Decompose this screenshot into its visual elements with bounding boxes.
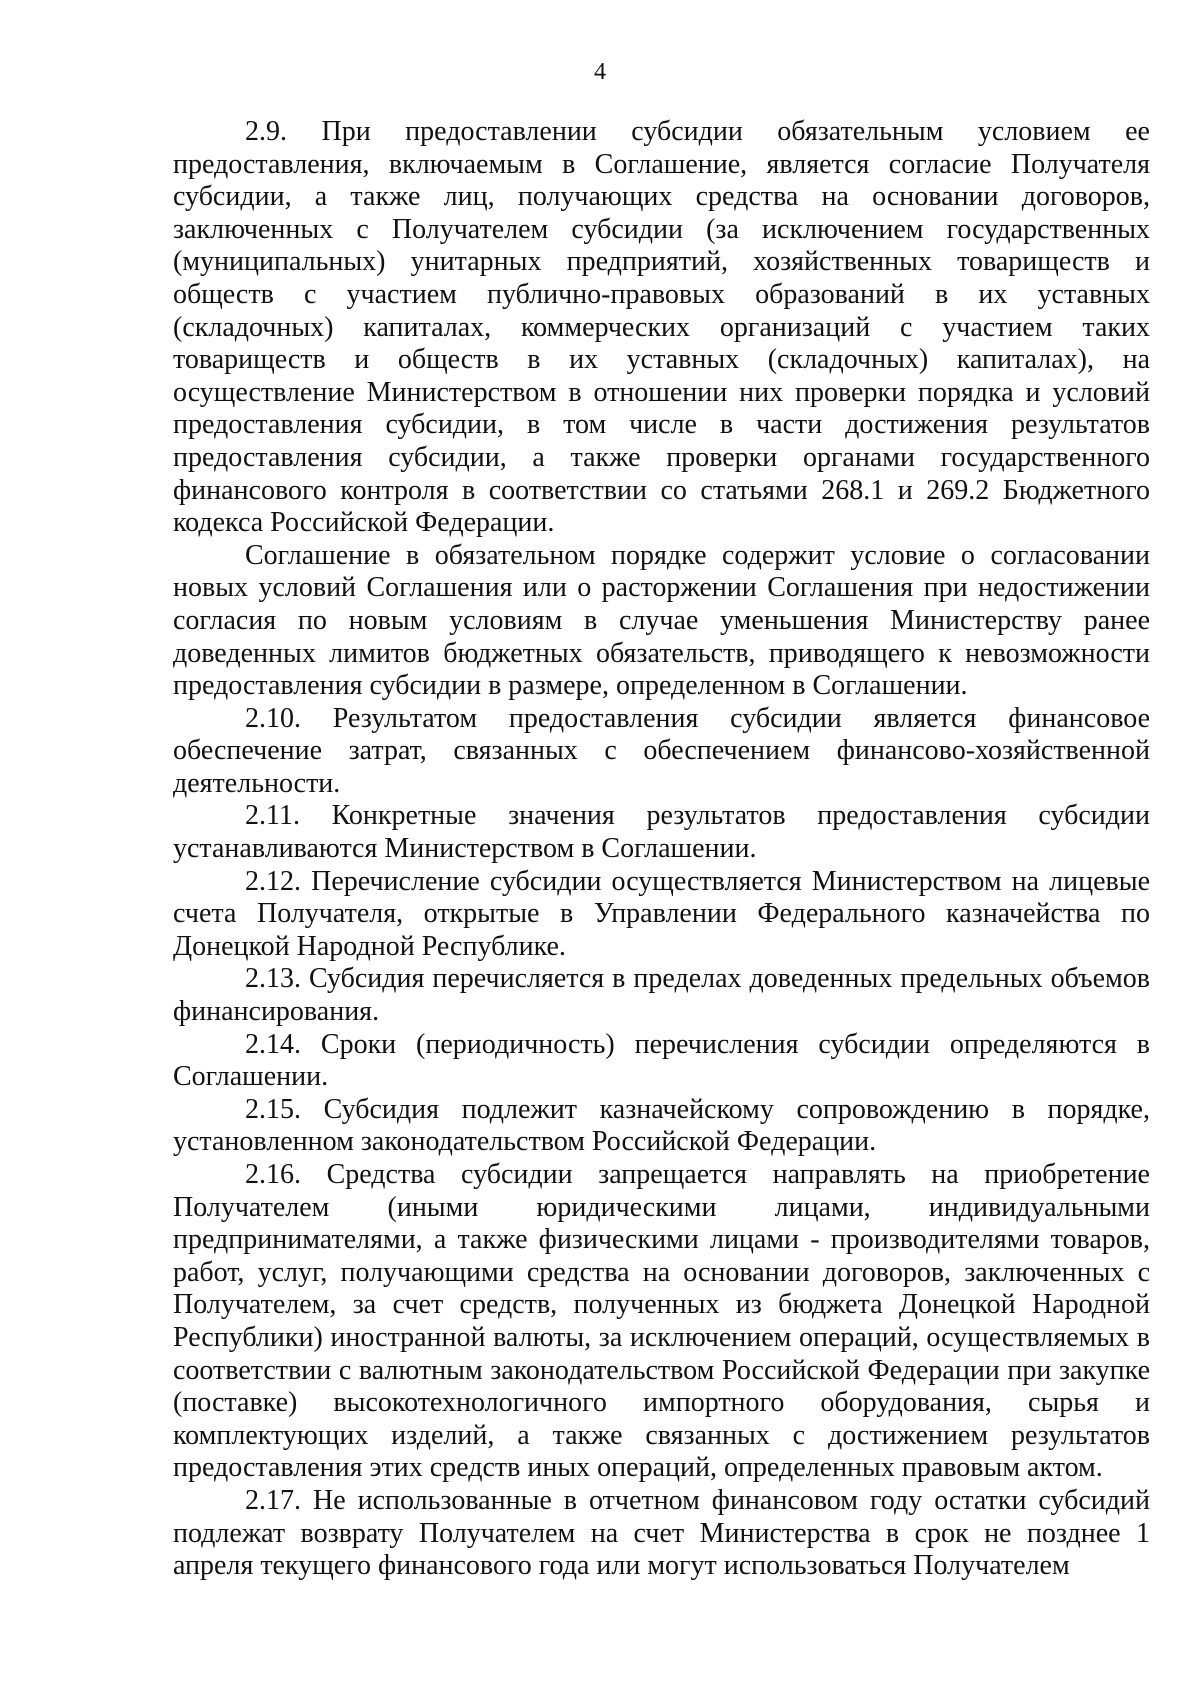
page-number: 4 bbox=[594, 59, 606, 85]
paragraph-agreement-terms: Соглашение в обязательном порядке содержит условие о согласовании новых условий Соглашения или о расторжении Соглашения при недостижении согласия по новым условиям в случае уменьшения Министерству ранее доведенных лимитов бюджетных обязательств, приводящего к невозможности предоставления субсидии в размере, определенном в Соглашении. bbox=[173, 539, 1150, 702]
paragraph-2-14: 2.14. Сроки (периодичность) перечисления субсидии определяются в Соглашении. bbox=[173, 1028, 1150, 1093]
paragraph-2-11: 2.11. Конкретные значения результатов предоставления субсидии устанавливаются Министерством в Соглашении. bbox=[173, 800, 1150, 865]
paragraph-2-17: 2.17. Не использованные в отчетном финансовом году остатки субсидий подлежат возврату Получателем на счет Министерства в срок не позднее 1 апреля текущего финансового года или могут использоваться Получателем bbox=[173, 1484, 1150, 1582]
document-body bbox=[173, 116, 1150, 1583]
paragraph-2-16: 2.16. Средства субсидии запрещается направлять на приобретение Получателем (иными юридическими лицами, индивидуальными предпринимателями, а также физическими лицами - производителями товаров, работ, услуг, получающими средства на основании договоров, заключенных с Получателем, за счет средств, полученных из бюджета Донецкой Народной Республики) иностранной валюты, за исключением операций, осуществляемых в соответствии с валютным законодательством Российской Федерации при закупке (поставке) высокотехнологичного импортного оборудования, сырья и комплектующих изделий, а также связанных с достижением результатов предоставления этих средств иных операций, определенных правовым актом. bbox=[173, 1159, 1150, 1484]
paragraph-2-9: 2.9. При предоставлении субсидии обязательным условием ее предоставления, включаемым в Соглашение, является согласие Получателя субсидии, а также лиц, получающих средства на основании договоров, заключенных с Получателем субсидии (за исключением государственных (муниципальных) унитарных предприятий, хозяйственных товариществ и обществ с участием публично-правовых образований в их уставных (складочных) капиталах, коммерческих организаций с участием таких товариществ и обществ в их уставных (складочных) капиталах), на осуществление Министерством в отношении них проверки порядка и условий предоставления субсидии, в том числе в части достижения результатов предоставления субсидии, а также проверки органами государственного финансового контроля в соответствии со статьями 268.1 и 269.2 Бюджетного кодекса Российской Федерации. bbox=[173, 116, 1150, 539]
paragraph-2-15: 2.15. Субсидия подлежит казначейскому сопровождению в порядке, установленном законодательством Российской Федерации. bbox=[173, 1093, 1150, 1158]
paragraph-2-10: 2.10. Результатом предоставления субсидии является финансовое обеспечение затрат, связанных с обеспечением финансово-хозяйственной деятельности. bbox=[173, 702, 1150, 799]
paragraph-2-13: 2.13. Субсидия перечисляется в пределах доведенных предельных объемов финансирования. bbox=[173, 963, 1150, 1028]
paragraph-2-12: 2.12. Перечисление субсидии осуществляется Министерством на лицевые счета Получателя, открытые в Управлении Федерального казначейства по Донецкой Народной Республике. bbox=[173, 865, 1150, 962]
